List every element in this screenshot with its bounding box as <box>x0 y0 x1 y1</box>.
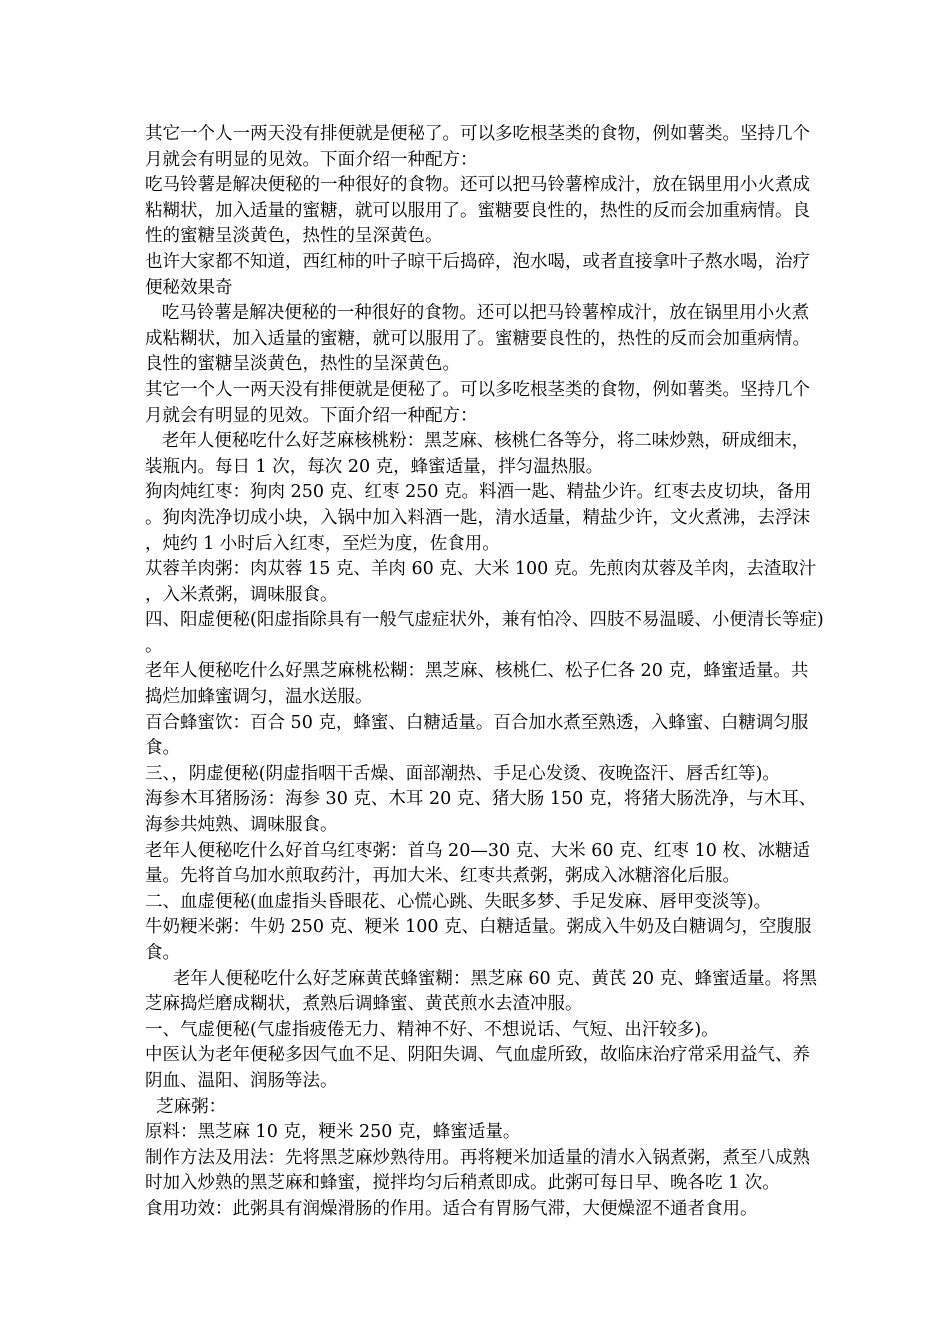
paragraph: 吃马铃薯是解决便秘的一种很好的食物。还可以把马铃薯榨成汁，放在锅里用小火煮成粘糊状，加入适量的蜜糖，就可以服用了。蜜糖要良性的，热性的反而会加重病情。良性的蜜糖呈淡黄色，热性的呈深黄色。 <box>145 303 810 375</box>
paragraph: 食用功效：此粥具有润燥滑肠的作用。适合有胃肠气滞，大便燥涩不通者食用。 <box>145 1198 758 1219</box>
paragraph: 老年人便秘吃什么好首乌红枣粥：首乌 20—30 克、大米 60 克、红枣 10 枚、冰糖适量。先将首乌加水煎取药汁，再加大米、红枣共煮粥，粥成入冰糖溶化后服。 <box>145 840 810 887</box>
document-body <box>145 122 825 1223</box>
paragraph: 吃马铃薯是解决便秘的一种很好的食物。还可以把马铃薯榨成汁，放在锅里用小火煮成粘糊状，加入适量的蜜糖，就可以服用了。蜜糖要良性的，热性的反而会加重病情。良性的蜜糖呈淡黄色，热性的呈深黄色。 <box>145 175 810 247</box>
paragraph: 牛奶粳米粥：牛奶 250 克、粳米 100 克、白糖适量。粥成入牛奶及白糖调匀，空腹服食。 <box>145 917 812 963</box>
paragraph: 其它一个人一两天没有排便就是便秘了。可以多吃根茎类的食物，例如薯类。坚持几个月就会有明显的见效。下面介绍一种配方： <box>145 124 810 170</box>
paragraph: 老年人便秘吃什么好芝麻黄芪蜂蜜糊：黑芝麻 60 克、黄芪 20 克、蜂蜜适量。将黑芝麻捣烂磨成糊状，煮熟后调蜂蜜、黄芪煎水去渣冲服。 <box>145 968 818 1015</box>
paragraph: 老年人便秘吃什么好芝麻核桃粉：黑芝麻、核桃仁各等分，将二味炒熟，研成细末，装瓶内。每日 1 次，每次 20 克，蜂蜜适量，拌匀温热服。 <box>145 431 810 477</box>
paragraph: 一、气虚便秘(气虚指疲倦无力、精神不好、不想说话、气短、出汗较多)。 <box>145 1019 719 1040</box>
paragraph: 其它一个人一两天没有排便就是便秘了。可以多吃根茎类的食物，例如薯类。坚持几个月就会有明显的见效。下面介绍一种配方： <box>145 379 810 426</box>
paragraph: 海参木耳猪肠汤：海参 30 克、木耳 20 克、猪大肠 150 克，将猪大肠洗净，与木耳、海参共炖熟、调味服食。 <box>145 789 817 836</box>
paragraph: 百合蜂蜜饮：百合 50 克，蜂蜜、白糖适量。百合加水煮至熟透，入蜂蜜、白糖调匀服食。 <box>145 712 809 759</box>
paragraph: 二、血虚便秘(血虚指头昏眼花、心慌心跳、失眠多梦、手足发麻、唇甲变淡等)。 <box>145 891 772 912</box>
paragraph: 狗肉炖红枣：狗肉 250 克、红枣 250 克。料酒一匙、精盐少许。红枣去皮切块，备用。狗肉洗净切成小块，入锅中加入料酒一匙，清水适量，精盐少许，文火煮沸，去浮沫，炖约 1 小时后入红枣，至烂为度，佐食用。 <box>145 482 812 554</box>
paragraph: 苁蓉羊肉粥：肉苁蓉 15 克、羊肉 60 克、大米 100 克。先煎肉苁蓉及羊肉，去渣取汁，入米煮粥，调味服食。 <box>145 559 817 605</box>
paragraph: 原料：黑芝麻 10 克，粳米 250 克，蜂蜜适量。 <box>145 1122 521 1143</box>
paragraph: 老年人便秘吃什么好黑芝麻桃松糊：黑芝麻、核桃仁、松子仁各 20 克，蜂蜜适量。共捣烂加蜂蜜调匀，温水送服。 <box>145 661 809 708</box>
paragraph: 制作方法及用法：先将黑芝麻炒熟待用。再将粳米加适量的清水入锅煮粥，煮至八成熟时加入炒熟的黑芝麻和蜂蜜，搅拌均匀后稍煮即成。此粥可每日早、晚各吃 1 次。 <box>145 1147 810 1194</box>
paragraph: 也许大家都不知道，西红柿的叶子晾干后捣碎，泡水喝，或者直接拿叶子熬水喝，治疗便秘效果奇 <box>145 251 810 298</box>
paragraph: 四、阳虚便秘(阳虚指除具有一般气虚症状外，兼有怕冷、四肢不易温暖、小便清长等症)。 <box>145 610 824 656</box>
paragraph: 中医认为老年便秘多因气血不足、阴阳失调、气血虚所致，故临床治疗常采用益气、养阴血、温阳、润肠等法。 <box>145 1045 810 1091</box>
paragraph: 芝麻粥： <box>145 1096 227 1117</box>
paragraph: 三、，阴虚便秘(阴虚指咽干舌燥、面部潮热、手足心发烫、夜晚盗汗、唇舌红等)。 <box>145 763 780 784</box>
